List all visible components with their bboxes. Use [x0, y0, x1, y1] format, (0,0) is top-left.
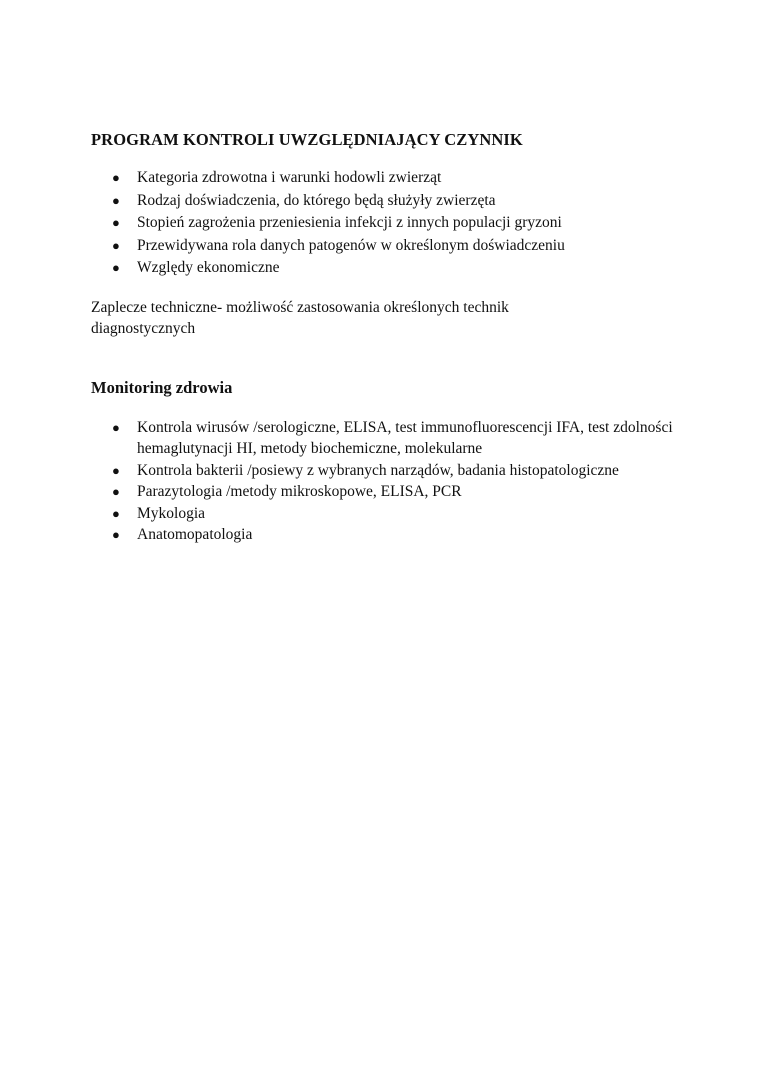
bullet-icon: ● [112, 419, 120, 435]
list-item [91, 417, 681, 460]
bullet-icon: ● [112, 484, 120, 499]
list-item [91, 524, 681, 546]
list-item-text: Kontrola bakterii /posiewy z wybranych narządów, badania histopatologiczne [137, 461, 619, 479]
bullet-icon: ● [112, 215, 120, 230]
bullet-icon: ● [112, 505, 120, 521]
list-item-text: Mykologia [137, 504, 206, 522]
bullet-icon: ● [112, 192, 120, 208]
bullet-icon: ● [112, 462, 120, 478]
list-item-text: Parazytologia /metody mikroskopowe, ELISA, PCR [137, 483, 462, 500]
list-item [91, 481, 681, 503]
bullet-icon: ● [112, 260, 120, 275]
list-item-text: Anatomopatologia [137, 526, 253, 543]
bullet-icon: ● [112, 170, 120, 185]
list-item-text: Przewidywana rola danych patogenów w określonym doświadczeniu [137, 236, 565, 254]
list-item [91, 167, 681, 190]
list-item [91, 257, 681, 280]
list-item-text: Kategoria zdrowotna i warunki hodowli zwierząt [137, 169, 442, 186]
section-heading: Monitoring zdrowia [91, 377, 233, 397]
factors-list [91, 167, 681, 280]
list-item [91, 212, 681, 235]
list-item [91, 460, 681, 482]
technical-facilities-paragraph: Zaplecze techniczne- możliwość zastosowania określonych technik diagnostycznych [91, 298, 509, 337]
bullet-icon: ● [112, 527, 120, 542]
document-content [91, 129, 681, 546]
list-item [91, 235, 681, 258]
list-item-text: Rodzaj doświadczenia, do którego będą służyły zwierzęta [137, 191, 496, 209]
bullet-icon: ● [112, 237, 120, 253]
list-item [91, 503, 681, 525]
list-item-text: Względy ekonomiczne [137, 259, 280, 276]
list-item-text: Kontrola wirusów /serologiczne, ELISA, test immunofluorescencji IFA, test zdolności hemaglutynacji HI, metody biochemiczne, molekularne [137, 418, 673, 457]
list-item [91, 190, 681, 213]
list-item-text: Stopień zagrożenia przeniesienia infekcji z innych populacji gryzoni [137, 214, 562, 231]
main-heading: PROGRAM KONTROLI UWZGLĘDNIAJĄCY CZYNNIK [91, 130, 523, 149]
monitoring-list [91, 417, 681, 546]
